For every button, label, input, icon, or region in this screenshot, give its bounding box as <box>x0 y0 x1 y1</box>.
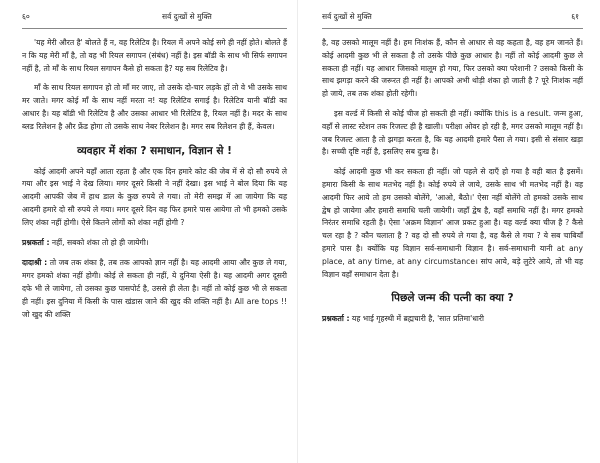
left-paragraph-1: 'यह मेरी औरत है' बोलते हैं न, वह रिलेटिव है। रियल में अपने कोई सगे ही नहीं होते। बोलते हैं न कि यह मेरी माँ है, तो वह भी रियल सगापन (संबंध) नहीं है। इस बॉडी के साथ भी सिर्फ सगापन नहीं है, तो माँ के साथ रियल सगापन कैसे हो सकता है? यह सब रिलेटिव है। <box>22 38 287 73</box>
right-section-heading: पिछले जन्म की पत्नी का क्या ? <box>391 292 514 305</box>
left-section-heading: व्यवहार में शंका ? समाधान, विज्ञान से ! <box>77 144 232 157</box>
left-paragraph-3: कोई आदमी अपने यहाँ आता रहता है और एक दिन हमारे कोट की जेब में से दो सौ रुपये ले गया और इस भाई ने देख लिया। मगर दूसरे किसी ने नहीं देखा। इस भाई ने बोल दिया कि यह आदमी आपकी जेब में हाथ डाल के कुछ रुपये ले गया। तो मेरी समझ में आ जायेगा कि यह आदमी हमारे दो सौ रुपये ले गया। मगर दूसरे दिन वह फिर हमारे पास आयेगा तो भी हमको उसके लिए शंका नहीं होगी। ऐसे कितने लोगों को शंका नहीं होगी ? <box>22 166 287 227</box>
left-page-header <box>22 0 287 29</box>
left-qa-2-speaker: दादाश्री : <box>22 258 48 268</box>
left-paragraph-2: माँ के साथ रियल सगापन हो तो माँ मर जाए, तो उसके दो-चार लड़के हों तो वे भी उसके साथ मर जाते। मगर कोई माँ के साथ नहीं मरता न! यह रिलेटिव सगाई है। रिलेटिव यानी बॉडी का आधार है। यह बॉडी भी रिलेटिव है और उसका आधार भी रिलेटिव है, रियल नहीं है। मदर के साथ ब्लड रिलेशन है और फ्रेंड होगा तो उसके साथ नेबर रिलेशन है। मगर सब रिलेशन ही हैं, केवल। <box>22 83 287 131</box>
right-qa-text: यह भाई गृहस्थी में ब्रह्मचारी है, 'सात प्रतिमा'धारी <box>351 314 484 324</box>
page-gutter <box>297 0 298 463</box>
left-qa-2 <box>22 257 287 321</box>
left-page-number: ६० <box>22 12 30 21</box>
left-page <box>6 0 291 463</box>
left-page-running-title: सर्व दुःखों से मुक्ति <box>162 12 212 21</box>
right-page-number: ६१ <box>571 12 579 21</box>
right-page-running-title: सर्व दुःखों से मुक्ति <box>322 12 372 21</box>
left-qa-1-text: नहीं, सबको शंका तो हो ही जायेगी। <box>51 237 149 247</box>
right-page <box>308 0 593 463</box>
left-qa-1-speaker: प्रश्नकर्ता : <box>22 237 50 247</box>
left-qa-2-text: तो जब तक शंका है, तब तक आपको ज्ञान नहीं है। यह आदमी आया और कुछ ले गया, मगर हमको शंका नहीं होगी। कोई ले सकता ही नहीं, ये दुनिया ऐसी है। यह आदमी अगर दूसरी दफे भी ले जायेगा, तो उसका कुछ पासपोर्ट है, उससे ही लेता है। नहीं तो कोई कुछ भी ले सकता ही नहीं। इस दुनिया में किसी के पास खंडास जाने की खुद की शक्ति नहीं है। All are tops !! जो खुद की शक्ति <box>22 258 287 319</box>
right-paragraph-1: है, वह उसको मालूम नहीं है। हम निःशंक हैं, कौन से आधार से वह कहता है, वह हम जानते हैं। कोई आदमी कुछ भी ले सकता है तो उसके पीछे कुछ आधार है। नहीं तो कोई आदमी कुछ ले सकता ही नहीं। यह आधार जिसको मालूम हो गया, फिर उसको क्या परेशानी ? उसको किसी के साथ झगड़ा करने की जरूरत ही नहीं है। आपको अभी थोड़ी शंका हो जाती है ? पूरे निःशंक नहीं हो जाये, तब तक शंका होती रहेगी। <box>322 38 583 99</box>
right-paragraph-3: कोई आदमी कुछ भी कर सकता ही नहीं। जो पहले से दाएँ हो गया है वही बात है इसमें। हमारा किसी के साथ मतभेद नहीं है। कोई रुपये ले जाये, उसके साथ भी मतभेद नहीं है। वह आदमी फिर आये तो हम उसको बोलेंगे, 'आओ, बैठो।' ऐसा नहीं बोलेंगे तो हमको उसके साथ द्वेष हो जायेगा और हमारी समाधि चली जायेगी। जहाँ द्वेष है, वहाँ समाधि नहीं है। मगर हमको निरंतर समाधि रहती है। ऐसा 'अक्रम विज्ञान' आज प्रकट हुआ है। यह वर्ल्ड क्या चीज है ? कैसे चल रहा है ? कौन चलाता है ? वह दो सौ रुपये ले गया है, वह कैसे ले गया ? ये सब चाबियाँ हमारे पास है। क्योंकि यह विज्ञान सर्व-समाधानी विज्ञान है। सर्व-समाधानी यानी at any place, at any time, at any circumstance। सांप आये, बड़े लुटेरे आये, तो भी यह विज्ञान वहाँ समाधान देता है। <box>322 167 583 279</box>
left-qa-1 <box>22 237 287 250</box>
right-qa-speaker: प्रश्नकर्ता : <box>322 314 350 324</box>
right-page-header <box>322 0 583 29</box>
right-qa <box>322 313 583 326</box>
right-paragraph-2: इस वर्ल्ड में किसी से कोई चीज हो सकती ही नहीं। क्योंकि this is a result. जन्म हुआ, वहाँ से लास्ट स्टेशन तक रिजल्ट ही है खाली। परीक्षा ओवर हो रही है, मगर उसको मालूम नहीं है। जब रिजल्ट आता है तो झगड़ा करता है, कि यह आदमी हमारे पैसा ले गया। इसी से संसार खड़ा है। सच्ची दृष्टि नहीं है, इसलिए सब दुःख है। <box>322 108 583 157</box>
